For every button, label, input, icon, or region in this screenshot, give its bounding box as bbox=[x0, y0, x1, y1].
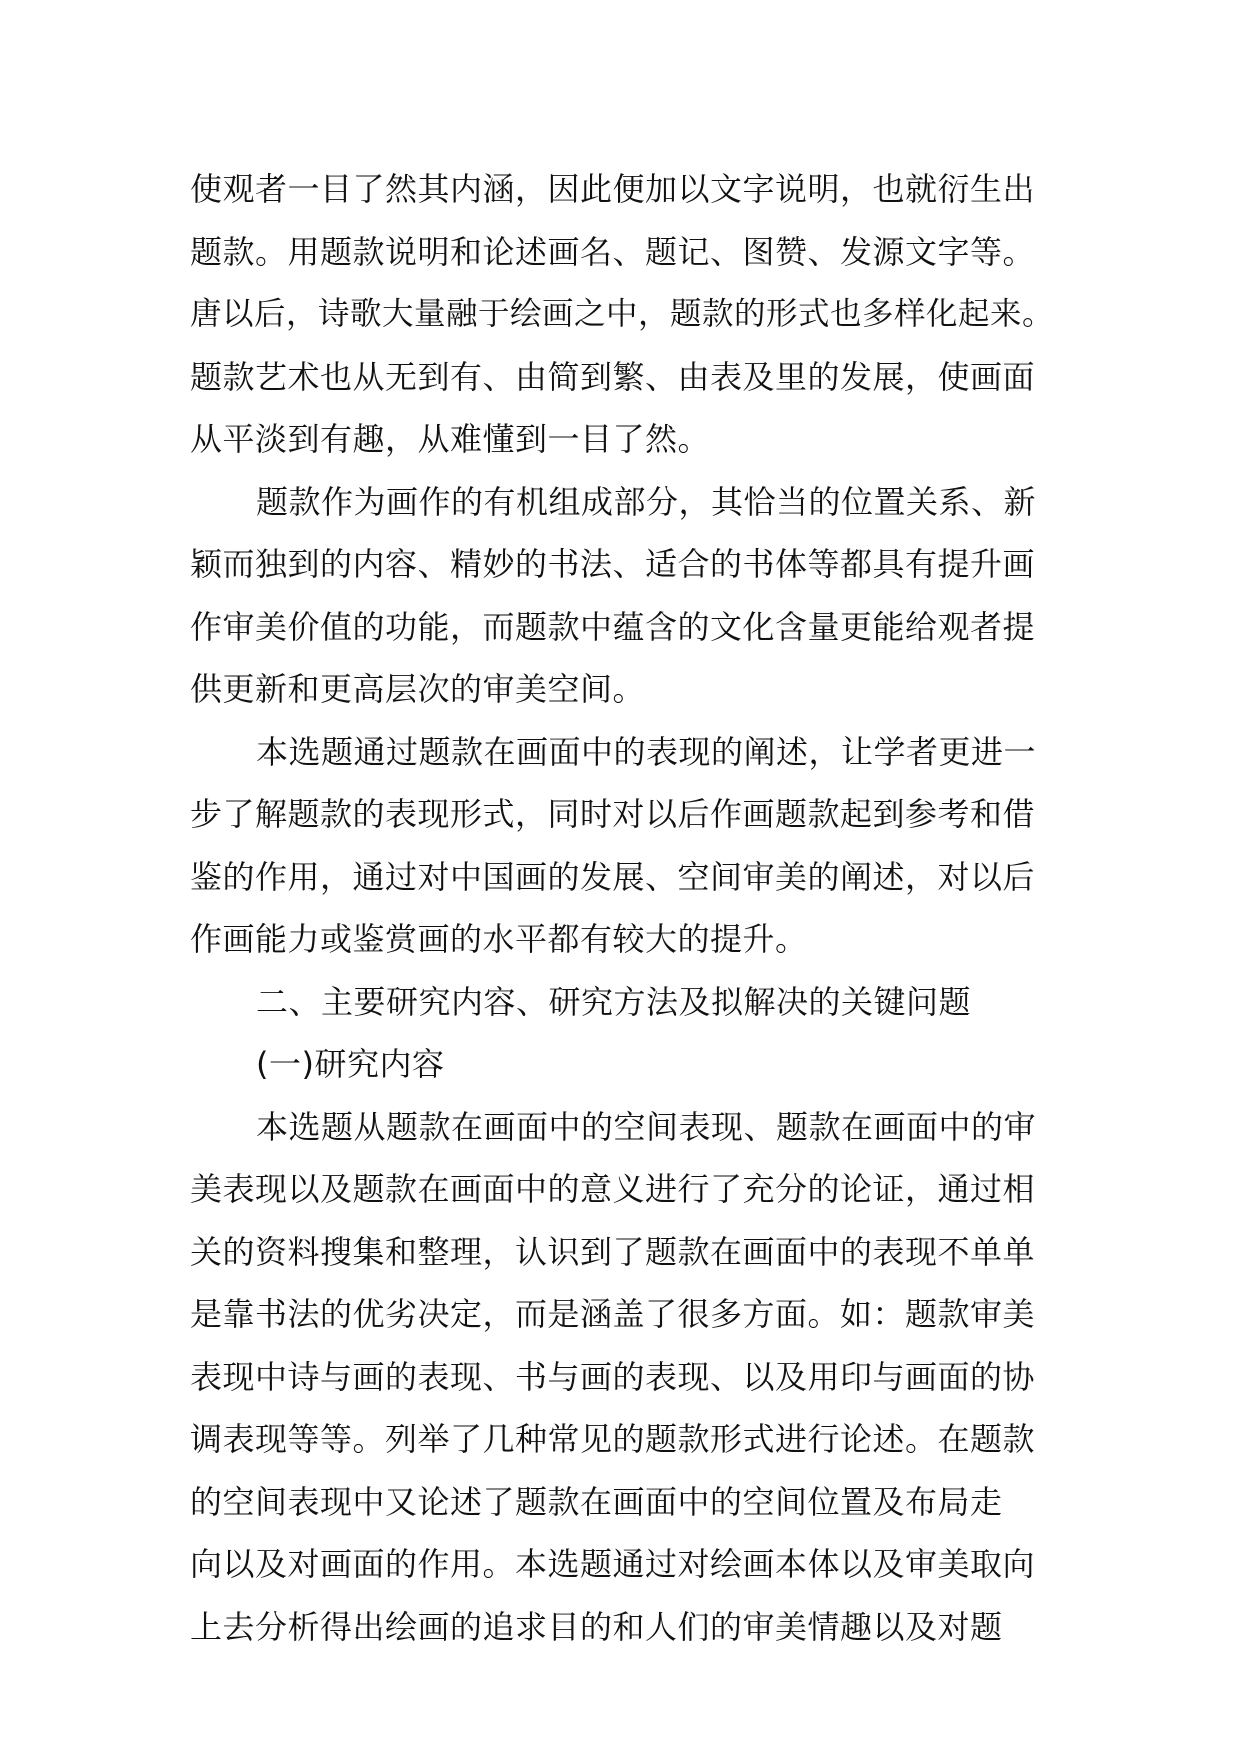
text-line: 从平淡到有趣，从难懂到一目了然。 bbox=[190, 420, 711, 458]
text-line: 上去分析得出绘画的追求目的和人们的审美情趣以及对题 bbox=[190, 1607, 1003, 1646]
text-line: 的空间表现中又论述了题款在画面中的空间位置及布局走 bbox=[190, 1482, 1003, 1521]
text-line: 向以及对画面的作用。本选题通过对绘画本体以及审美取向 bbox=[190, 1545, 1036, 1583]
text-line: 题款艺术也从无到有、由简到繁、由表及里的发展，使画面 bbox=[190, 357, 1036, 396]
text-line: 关的资料搜集和整理，认识到了题款在画面中的表现不单单 bbox=[190, 1232, 1036, 1271]
text-line: 供更新和更高层次的审美空间。 bbox=[190, 670, 646, 708]
text-line: 美表现以及题款在画面中的意义进行了充分的论证，通过相 bbox=[190, 1170, 1036, 1208]
text-line: 二、主要研究内容、研究方法及拟解决的关键问题 bbox=[256, 982, 972, 1021]
text-line: 颖而独到的内容、精妙的书法、适合的书体等都具有提升画 bbox=[190, 545, 1036, 583]
text-line: (一)研究内容 bbox=[256, 1045, 445, 1083]
text-line: 作画能力或鉴赏画的水平都有较大的提升。 bbox=[190, 920, 808, 958]
text-line: 鉴的作用，通过对中国画的发展、空间审美的阐述，对以后 bbox=[190, 857, 1036, 896]
text-line: 使观者一目了然其内涵，因此便加以文字说明，也就衍生出 bbox=[190, 170, 1036, 208]
document-body bbox=[190, 158, 1060, 1658]
text-line: 题款作为画作的有机组成部分，其恰当的位置关系、新 bbox=[256, 482, 1037, 521]
text-line: 步了解题款的表现形式，同时对以后作画题款起到参考和借 bbox=[190, 795, 1036, 833]
text-line: 题款。用题款说明和论述画名、题记、图赞、发源文字等。 bbox=[190, 232, 1036, 271]
text-line: 调表现等等。列举了几种常见的题款形式进行论述。在题款 bbox=[190, 1420, 1036, 1458]
text-line: 表现中诗与画的表现、书与画的表现、以及用印与画面的协 bbox=[190, 1357, 1036, 1396]
text-line: 作审美价值的功能，而题款中蕴含的文化含量更能给观者提 bbox=[190, 607, 1036, 646]
text-line: 是靠书法的优劣决定，而是涵盖了很多方面。如：题款审美 bbox=[190, 1295, 1036, 1333]
text-line: 本选题从题款在画面中的空间表现、题款在画面中的审 bbox=[256, 1107, 1037, 1146]
text-line: 本选题通过题款在画面中的表现的阐述，让学者更进一 bbox=[256, 732, 1037, 771]
text-line: 唐以后，诗歌大量融于绘画之中，题款的形式也多样化起来。 bbox=[190, 296, 1055, 332]
